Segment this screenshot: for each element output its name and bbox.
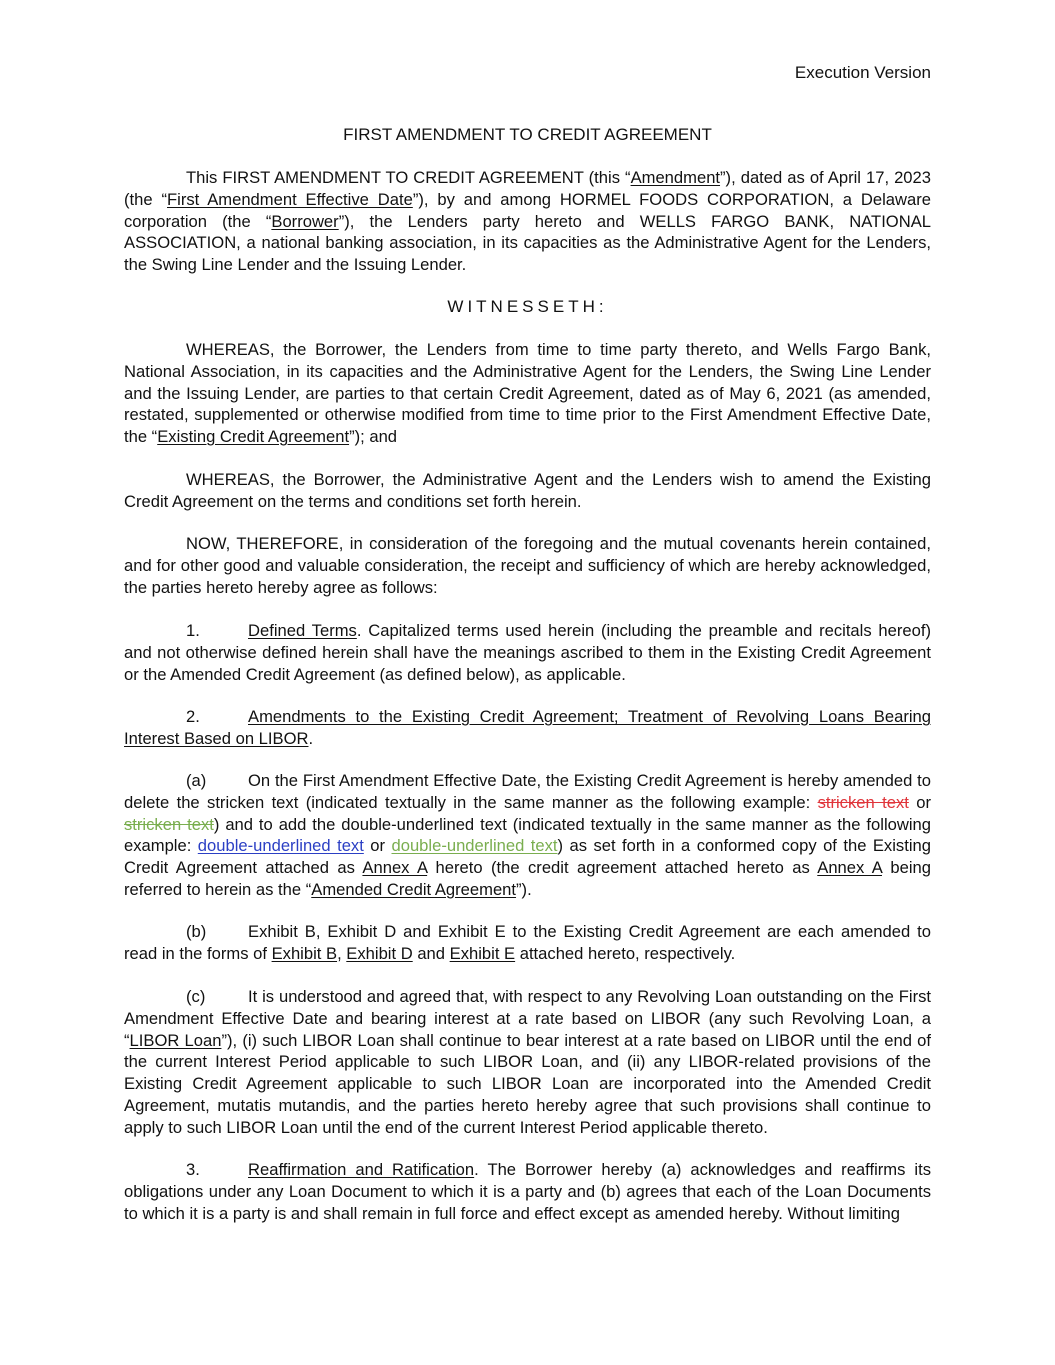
preamble-text-3: ”), by and among HORMEL FOODS CORPORATION, a Delaware corporation (the “ (124, 189, 931, 231)
section-1-text: . Capitalized terms used herein (including the preamble and recitals hereof) and not otherwise defined herein shall have the meanings ascribed to them in the Existing Credit Agreement or the Amended Credit Agreement (as defined below), as applicable. (124, 621, 931, 684)
example-red-stricken-text: stricken text (817, 792, 909, 812)
section-2a-paragraph (124, 770, 931, 901)
annex-a-reference-2: Annex A (817, 858, 882, 878)
section-2c-text-1: It is understood and agreed that, with respect to any Revolving Loan outstanding on the First Amendment Effective Date and bearing interest at a rate based on LIBOR (any such Revolving Loan, a “ (124, 987, 931, 1050)
exhibit-b-reference: Exhibit B (271, 943, 338, 963)
section-2b-label: (b) (186, 922, 207, 941)
whereas2-text: WHEREAS, the Borrower, the Administrative Agent and the Lenders wish to amend the Existing Credit Agreement on the terms and conditions set forth herein. (124, 470, 931, 511)
defined-term-effective-date: First Amendment Effective Date (167, 189, 413, 209)
section-2a-text-8: ”). (516, 879, 532, 899)
whereas1-text-2: ”); and (349, 427, 398, 447)
preamble-text-2: ”), dated as of April 17, 2023 (the “ (124, 168, 931, 209)
section-2a-text-1: On the First Amendment Effective Date, the Existing Credit Agreement is hereby amended to delete the stricken text (indicated textually in the same manner as the following example: (124, 771, 931, 812)
section-2c-label: (c) (186, 987, 206, 1006)
whereas-paragraph-1 (124, 339, 931, 448)
section-2b-text-2: , (337, 943, 347, 963)
section-2a-text-3: ) and to add the double-underlined text (indicated textually in the same manner as the following example: (124, 814, 932, 856)
defined-term-amendment: Amendment (630, 168, 721, 187)
document-title: FIRST AMENDMENT TO CREDIT AGREEMENT (343, 125, 712, 144)
section-2c-text-2: ”), (i) such LIBOR Loan shall continue to bear interest at a rate based on LIBOR until the end of the current Interest Period applicable to such LIBOR Loan, and (ii) any LIBOR-related provisions of the Existing Credit Agreement applicable to such LIBOR Loan are incorporated into the Amended Credit Agreement, mutatis mutandis, and the parties hereto hereby agree that such provisions shall continue to apply to such LIBOR Loan until the end of the current Interest Period applicable thereto. (124, 1030, 931, 1137)
section-2-amendments (124, 706, 931, 750)
now-therefore-paragraph (124, 533, 931, 598)
example-blue-double-underlined-text: double-underlined text (197, 836, 364, 856)
section-3-heading: Reaffirmation and Ratification (248, 1160, 475, 1179)
whereas-paragraph-2 (124, 469, 931, 513)
section-2b-paragraph (124, 921, 931, 965)
section-1-defined-terms (124, 620, 931, 685)
section-3-number: 3. (186, 1160, 200, 1179)
section-2a-text-2: or (908, 792, 931, 812)
section-1-number: 1. (186, 621, 200, 640)
defined-term-borrower: Borrower (271, 211, 339, 231)
section-2b-text-1: Exhibit B, Exhibit D and Exhibit E to the Existing Credit Agreement are each amended to read in the forms of (124, 922, 931, 963)
section-2a-text-5: ) as set forth in a conformed copy of the Existing Credit Agreement attached as (124, 836, 931, 878)
section-2-text: . (308, 728, 314, 748)
section-2-number: 2. (186, 707, 200, 726)
example-green-stricken-text: stricken text (124, 814, 214, 834)
section-3-reaffirmation (124, 1159, 931, 1224)
preamble-text-4: ”), the Lenders party hereto and WELLS FARGO BANK, NATIONAL ASSOCIATION, a national banking association, in its capacities as the Administrative Agent for the Lenders, the Swing Line Lender and the Issuing Lender. (124, 211, 931, 275)
now-therefore-text: NOW, THEREFORE, in consideration of the foregoing and the mutual covenants herein contained, and for other good and valuable consideration, the receipt and sufficiency of which are hereby acknowledged, the parties hereto hereby agree as follows: (124, 534, 931, 597)
example-green-double-underlined-text: double-underlined text (391, 836, 558, 856)
preamble-paragraph (124, 167, 931, 276)
section-2a-text-4: or (363, 836, 392, 856)
defined-term-existing-credit-agreement: Existing Credit Agreement (157, 427, 350, 447)
section-2a-text-6: hereto (the credit agreement attached hereto as (427, 858, 818, 878)
section-2a-label: (a) (186, 771, 207, 790)
whereas1-text-1: WHEREAS, the Borrower, the Lenders from time to time party thereto, and Wells Fargo Bank, National Association, in its capacities and the Administrative Agent for the Lenders, the Swing Line Lender and the Issuing Lender, are parties to that certain Credit Agreement, dated as of May 6, 2021 (as amended, restated, supplemented or otherwise modified from time to time prior to the First Amendment Effective Date, the “ (124, 340, 931, 447)
annex-a-reference-1: Annex A (362, 858, 428, 878)
section-2c-paragraph (124, 986, 931, 1139)
exhibit-e-reference: Exhibit E (449, 943, 516, 963)
preamble-text-1: This FIRST AMENDMENT TO CREDIT AGREEMENT (this “ (186, 168, 631, 187)
section-1-heading: Defined Terms (248, 621, 357, 640)
section-2b-text-3: and (412, 943, 450, 963)
section-3-text: . The Borrower hereby (a) acknowledges and reaffirms its obligations under any Loan Document to which it is a party and (b) agrees that each of the Loan Documents to which it is a party is and shall remain in full force and effect except as amended hereby. Without limiting (124, 1160, 931, 1223)
witnesseth-heading: WITNESSETH: (447, 297, 608, 316)
exhibit-d-reference: Exhibit D (346, 943, 413, 963)
section-2-heading: Amendments to the Existing Credit Agreement; Treatment of Revolving Loans Bearing Interest Based on LIBOR (124, 707, 931, 748)
section-2a-text-7: being referred to herein as the “ (124, 858, 931, 899)
defined-term-libor-loan: LIBOR Loan (129, 1030, 222, 1050)
execution-version-label: Execution Version (794, 63, 931, 82)
section-2b-text-4: attached hereto, respectively. (515, 943, 736, 963)
defined-term-amended-credit-agreement: Amended Credit Agreement (311, 879, 517, 899)
